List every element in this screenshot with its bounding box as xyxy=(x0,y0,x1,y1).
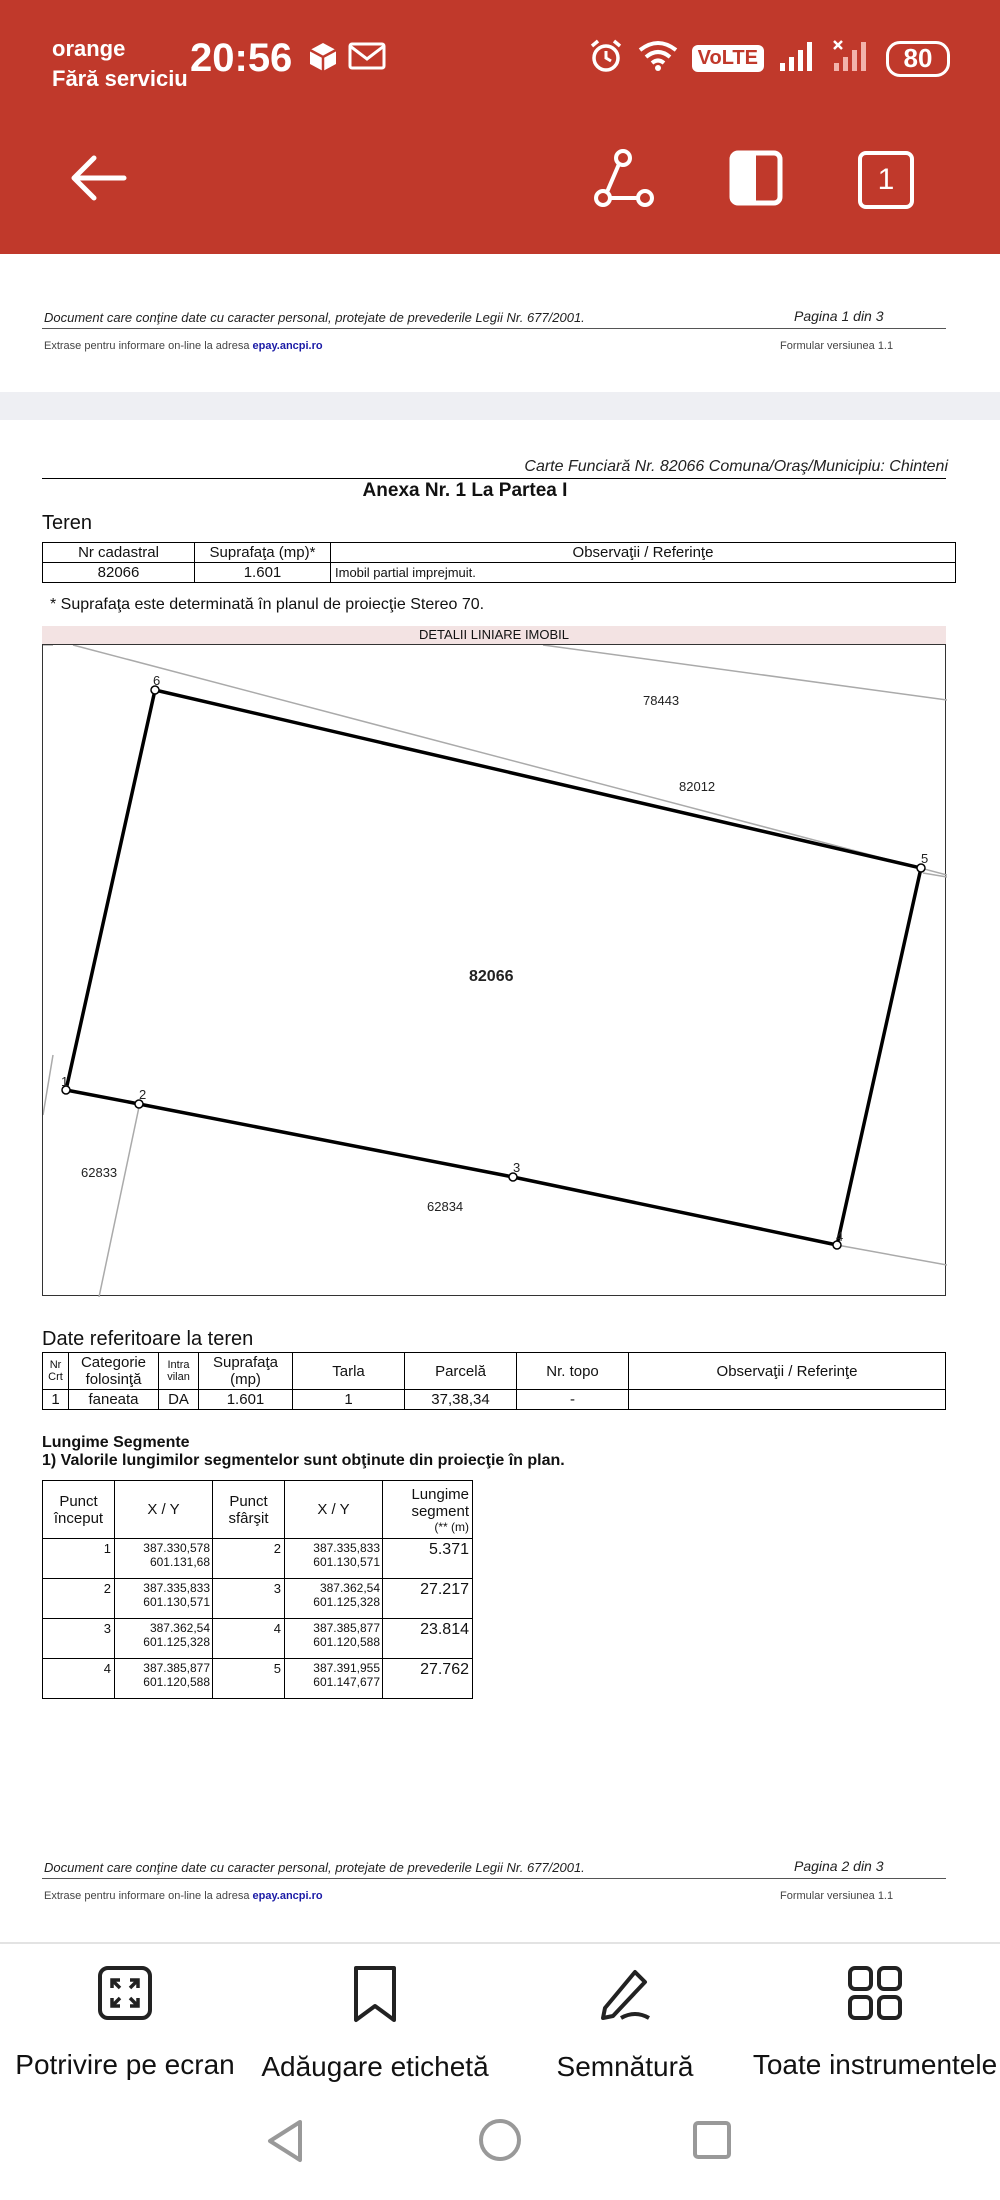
segment-end-coords xyxy=(285,1619,383,1659)
carrier-info xyxy=(52,34,188,94)
page1-online-info xyxy=(44,340,323,352)
segment-start-y: 601.130,571 xyxy=(143,1595,210,1609)
arrow-left-icon xyxy=(68,153,128,208)
northeast-neighbor-line xyxy=(543,645,947,700)
status-clock: 20:56 xyxy=(190,36,293,80)
document-viewer[interactable] xyxy=(0,254,1000,1942)
volte-icon: VoLTE xyxy=(692,45,764,72)
teren-table-header xyxy=(43,543,956,563)
wifi-icon xyxy=(638,40,678,77)
page-separator xyxy=(0,392,1000,420)
page1-disclaimer: Document care conţine date cu caracter personal, protejate de prevederile Legii Nr. 677/2001. xyxy=(44,310,585,325)
point-3-label: 3 xyxy=(513,1160,521,1175)
header-lungime-unit: (** (m) xyxy=(434,1519,469,1534)
segment-end-point: 4 xyxy=(213,1619,285,1659)
nav-home-button[interactable] xyxy=(476,2116,524,2169)
page2-online-link[interactable]: epay.ancpi.ro xyxy=(252,1890,323,1902)
point-6-label: 6 xyxy=(153,673,161,688)
segment-start-coords xyxy=(115,1619,213,1659)
segment-start-coords xyxy=(115,1659,213,1699)
teren-footnote: * Suprafaţa este determinată în planul de proiecţie Stereo 70. xyxy=(50,596,485,613)
signal-strength-icon xyxy=(778,39,818,78)
cell-nr-topo: - xyxy=(517,1390,629,1410)
package-notification-icon xyxy=(306,40,340,79)
date-table xyxy=(42,1352,946,1410)
page-count-button[interactable] xyxy=(856,150,916,210)
cell-observatii: Imobil partial imprejmuit. xyxy=(331,563,956,583)
fit-screen-icon xyxy=(96,2009,154,2026)
segment-start-point: 1 xyxy=(43,1539,115,1579)
nav-back-button[interactable] xyxy=(262,2116,308,2171)
segments-heading: Lungime Segmente xyxy=(42,1434,190,1451)
segment-row xyxy=(43,1539,473,1579)
segments-note: 1) Valorile lungimilor segmentelor sunt obţinute din proiecţie în plan. xyxy=(42,1452,565,1469)
segment-row xyxy=(43,1619,473,1659)
cell-nr-cadastral: 82066 xyxy=(43,563,195,583)
cell-nr-crt: 1 xyxy=(43,1390,69,1410)
signature-pen-icon xyxy=(595,2011,655,2028)
header-punct-inceput: Punct început xyxy=(43,1481,115,1539)
bookmark-icon xyxy=(350,2011,400,2028)
page2-footer-rule xyxy=(42,1878,946,1879)
page2-online-info xyxy=(44,1890,323,1902)
signal-no-service-icon xyxy=(832,39,872,78)
triangle-back-icon xyxy=(262,2116,308,2166)
header-lungime-label: Lungime segment xyxy=(411,1485,469,1520)
segment-end-y: 601.147,677 xyxy=(313,1675,380,1689)
date-table-row xyxy=(43,1390,946,1410)
all-tools-button[interactable] xyxy=(750,1964,1000,2081)
segment-end-point: 2 xyxy=(213,1539,285,1579)
segment-start-point: 3 xyxy=(43,1619,115,1659)
cell-observatii-date xyxy=(629,1390,946,1410)
west-edge-line xyxy=(43,1055,53,1115)
signature-label: Semnătură xyxy=(556,2051,694,2082)
page1-online-prefix: Extrase pentru informare on-line la adresa xyxy=(44,340,250,352)
segment-start-coords xyxy=(115,1579,213,1619)
cell-categorie: faneata xyxy=(69,1390,159,1410)
circle-home-icon xyxy=(476,2116,524,2164)
segments-table xyxy=(42,1480,473,1699)
south-neighbor-line xyxy=(837,1245,947,1265)
battery-level: 80 xyxy=(886,41,950,77)
segment-end-point: 3 xyxy=(213,1579,285,1619)
point-5-label: 5 xyxy=(921,851,929,866)
segment-start-x: 387.335,833 xyxy=(143,1581,210,1595)
top-app-bar xyxy=(0,0,1000,254)
segment-end-y: 601.125,328 xyxy=(313,1595,380,1609)
header-suprafata-mp: Suprafaţa (mp) xyxy=(199,1353,293,1390)
segment-start-y: 601.131,68 xyxy=(149,1555,210,1569)
header-nr-crt: Nr Crt xyxy=(43,1353,69,1390)
back-button[interactable] xyxy=(68,150,128,210)
segment-start-point: 2 xyxy=(43,1579,115,1619)
segment-length: 5.371 xyxy=(383,1539,473,1579)
header-observatii: Observaţii / Referinţe xyxy=(331,543,956,563)
segment-end-y: 601.120,588 xyxy=(313,1635,380,1649)
square-recents-icon xyxy=(690,2118,734,2162)
parcel-82066-label: 82066 xyxy=(469,968,514,985)
segment-end-x: 387.385,877 xyxy=(313,1621,380,1635)
segment-start-coords xyxy=(115,1539,213,1579)
alarm-icon xyxy=(588,38,624,79)
split-view-icon xyxy=(729,150,783,211)
header-nr-cadastral: Nr cadastral xyxy=(43,543,195,563)
header-xy-end: X / Y xyxy=(285,1481,383,1539)
point-1-label: 1 xyxy=(61,1074,69,1089)
segments-table-header xyxy=(43,1481,473,1539)
page1-form-version: Formular versiunea 1.1 xyxy=(780,340,894,352)
cell-intra-vilan: DA xyxy=(159,1390,199,1410)
date-table-header xyxy=(43,1353,946,1390)
segment-start-x: 387.330,578 xyxy=(143,1541,210,1555)
teren-heading: Teren xyxy=(42,512,93,534)
point-4-label: 4 xyxy=(836,1229,844,1244)
segment-length: 27.217 xyxy=(383,1579,473,1619)
path-nodes-icon xyxy=(593,148,655,213)
segment-length: 27.762 xyxy=(383,1659,473,1699)
all-tools-label: Toate instrumentele xyxy=(752,2049,998,2080)
carrier-name: orange xyxy=(52,36,126,61)
teren-table-row xyxy=(43,563,956,583)
page2-header-rule xyxy=(42,478,946,479)
segment-start-x: 387.385,877 xyxy=(143,1661,210,1675)
header-categorie: Categorie folosinţă xyxy=(69,1353,159,1390)
header-observatii-date: Observaţii / Referinţe xyxy=(629,1353,946,1390)
add-bookmark-label: Adăugare etichetă xyxy=(261,2051,489,2082)
header-lungime xyxy=(383,1481,473,1539)
bottom-toolbar xyxy=(0,1942,1000,2090)
segment-end-point: 5 xyxy=(213,1659,285,1699)
segment-length: 23.814 xyxy=(383,1619,473,1659)
header-parcela: Parcelă xyxy=(405,1353,517,1390)
segment-end-x: 387.335,833 xyxy=(313,1541,380,1555)
page-counter: 1 xyxy=(858,151,914,209)
page2-disclaimer: Document care conţine date cu caracter personal, protejate de prevederile Legii Nr. 677/2001. xyxy=(44,1860,585,1875)
segment-end-coords xyxy=(285,1659,383,1699)
fit-screen-label: Potrivire pe ecran xyxy=(15,2049,235,2080)
plan-drawing xyxy=(43,645,947,1297)
segment-start-y: 601.120,588 xyxy=(143,1675,210,1689)
grid-apps-icon xyxy=(846,2009,904,2026)
page1-footer-rule xyxy=(42,328,946,329)
header-xy-start: X / Y xyxy=(115,1481,213,1539)
header-intra-vilan: Intra vilan xyxy=(159,1353,199,1390)
segment-row xyxy=(43,1579,473,1619)
neighbor-62833-label: 62833 xyxy=(81,1165,118,1180)
header-punct-sfarsit: Punct sfârşit xyxy=(213,1481,285,1539)
header-suprafata: Suprafaţa (mp)* xyxy=(195,543,331,563)
neighbor-62834-label: 62834 xyxy=(427,1199,464,1214)
segment-end-x: 387.362,54 xyxy=(319,1581,380,1595)
point-2-label: 2 xyxy=(139,1087,147,1102)
segment-start-y: 601.125,328 xyxy=(143,1635,210,1649)
carte-funciara-header: Carte Funciară Nr. 82066 Comuna/Oraş/Municipiu: Chinteni xyxy=(524,458,948,475)
mail-notification-icon xyxy=(348,40,386,77)
teren-table xyxy=(42,542,956,583)
cell-suprafata: 1.601 xyxy=(195,563,331,583)
north-neighbor-line xyxy=(73,645,947,875)
annex-title: Anexa Nr. 1 La Partea I xyxy=(362,480,568,501)
service-status: Fără serviciu xyxy=(52,66,188,91)
plan-title: DETALII LINIARE IMOBIL xyxy=(42,626,946,644)
segment-start-point: 4 xyxy=(43,1659,115,1699)
system-navigation-bar xyxy=(0,2090,1000,2200)
page1-online-link[interactable]: epay.ancpi.ro xyxy=(252,340,323,352)
segment-end-coords xyxy=(285,1579,383,1619)
cell-parcela: 37,38,34 xyxy=(405,1390,517,1410)
neighbor-78443-label: 78443 xyxy=(643,693,680,708)
segment-end-x: 387.391,955 xyxy=(313,1661,380,1675)
fit-screen-button[interactable] xyxy=(0,1964,250,2081)
cell-tarla: 1 xyxy=(293,1390,405,1410)
segment-row xyxy=(43,1659,473,1699)
view-mode-button[interactable] xyxy=(726,150,786,210)
date-heading: Date referitoare la teren xyxy=(42,1328,254,1350)
status-icons xyxy=(588,38,950,79)
cell-suprafata-mp: 1.601 xyxy=(199,1390,293,1410)
west-neighbor-line xyxy=(99,1107,139,1297)
page2-page-number: Pagina 2 din 3 xyxy=(794,1858,884,1874)
header-nr-topo: Nr. topo xyxy=(517,1353,629,1390)
segment-end-coords xyxy=(285,1539,383,1579)
add-bookmark-button[interactable] xyxy=(250,1964,500,2083)
page1-page-number: Pagina 1 din 3 xyxy=(794,308,884,324)
draw-path-button[interactable] xyxy=(594,150,654,210)
cadastral-plan xyxy=(42,644,946,1296)
page2-form-version: Formular versiunea 1.1 xyxy=(780,1890,894,1902)
nav-recents-button[interactable] xyxy=(690,2118,734,2167)
segment-end-y: 601.130,571 xyxy=(313,1555,380,1569)
page2-online-prefix: Extrase pentru informare on-line la adresa xyxy=(44,1890,250,1902)
road-82012-label: 82012 xyxy=(679,779,716,794)
header-tarla: Tarla xyxy=(293,1353,405,1390)
segment-start-x: 387.362,54 xyxy=(149,1621,210,1635)
signature-button[interactable] xyxy=(500,1964,750,2083)
